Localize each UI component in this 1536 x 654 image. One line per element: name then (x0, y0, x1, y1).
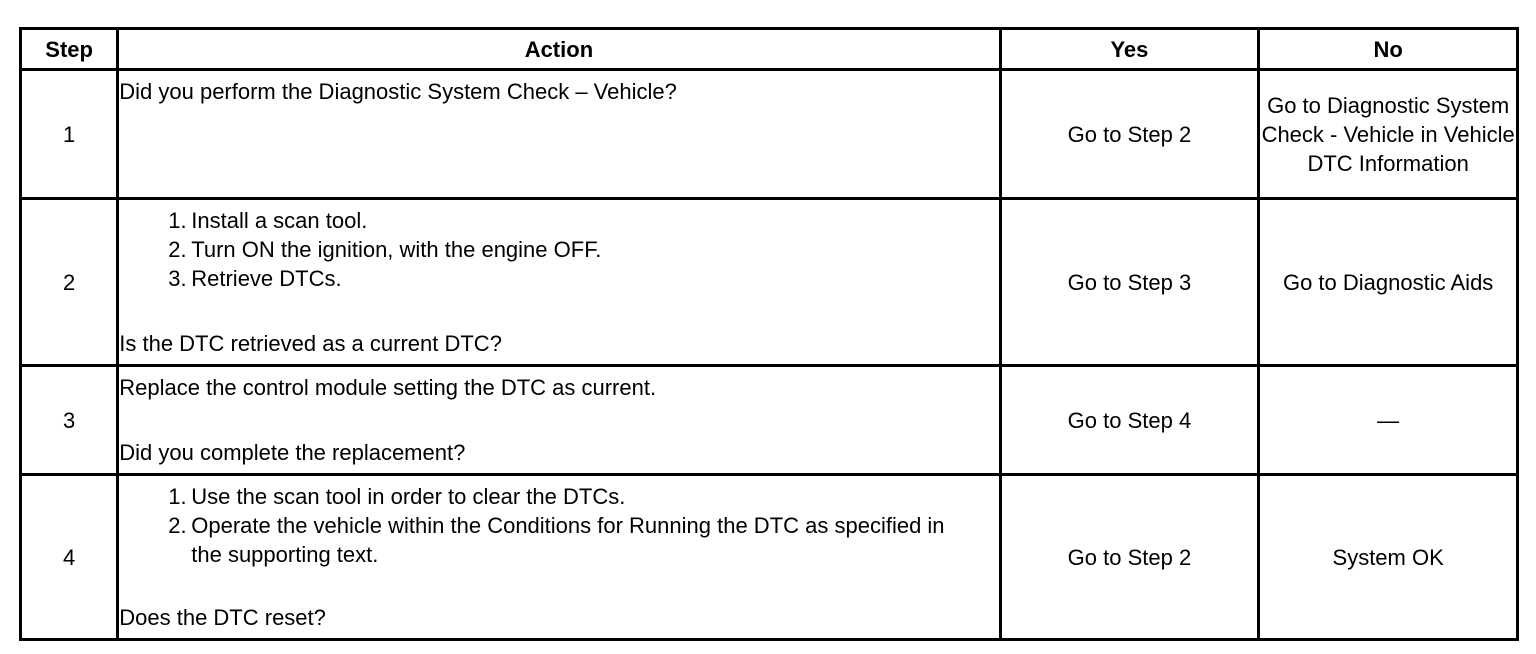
table-row (21, 70, 1518, 199)
no-outcome: Go to Diagnostic Aids (1259, 199, 1518, 366)
action-cell (118, 475, 1000, 640)
list-item (119, 264, 998, 293)
action-instruction: Replace the control module setting the DTC as current. (119, 375, 657, 400)
list-item-text: Retrieve DTCs. (191, 266, 342, 291)
action-question: Did you complete the replacement? (119, 440, 466, 465)
list-item-number: 2. (168, 513, 187, 538)
header-row (21, 29, 1518, 70)
list-item (119, 511, 998, 569)
list-item-text: Turn ON the ignition, with the engine OFF. (191, 237, 602, 262)
step-number: 3 (21, 366, 118, 475)
header-action: Action (118, 29, 1000, 70)
list-item (119, 235, 998, 264)
list-item-text: Operate the vehicle within the Conditions for Running the DTC as specified in the supporting text. (191, 513, 945, 567)
no-outcome: — (1259, 366, 1518, 475)
yes-outcome: Go to Step 2 (1000, 70, 1259, 199)
table-row (21, 199, 1518, 366)
step-number: 2 (21, 199, 118, 366)
action-cell (118, 199, 1000, 366)
action-question: Is the DTC retrieved as a current DTC? (119, 331, 502, 356)
yes-outcome: Go to Step 2 (1000, 475, 1259, 640)
action-steps-list (119, 482, 998, 569)
list-item-text: Install a scan tool. (191, 208, 368, 233)
list-item (119, 482, 998, 511)
action-steps-list (119, 206, 998, 293)
yes-outcome: Go to Step 4 (1000, 366, 1259, 475)
no-outcome: Go to Diagnostic System Check - Vehicle in Vehicle DTC Information (1259, 70, 1518, 199)
table-row (21, 366, 1518, 475)
action-cell (118, 70, 1000, 199)
diagnostic-table (19, 27, 1519, 641)
list-item-text: Use the scan tool in order to clear the DTCs. (191, 484, 626, 509)
list-item-number: 1. (168, 484, 187, 509)
yes-outcome: Go to Step 3 (1000, 199, 1259, 366)
list-item-number: 3. (168, 266, 187, 291)
header-step: Step (21, 29, 118, 70)
action-question: Does the DTC reset? (119, 605, 326, 630)
list-item (119, 206, 998, 235)
action-question: Did you perform the Diagnostic System Check – Vehicle? (119, 79, 677, 104)
step-number: 1 (21, 70, 118, 199)
table-row (21, 475, 1518, 640)
header-yes: Yes (1000, 29, 1259, 70)
no-outcome: System OK (1259, 475, 1518, 640)
header-no: No (1259, 29, 1518, 70)
list-item-number: 2. (168, 237, 187, 262)
list-item-number: 1. (168, 208, 187, 233)
step-number: 4 (21, 475, 118, 640)
action-cell (118, 366, 1000, 475)
